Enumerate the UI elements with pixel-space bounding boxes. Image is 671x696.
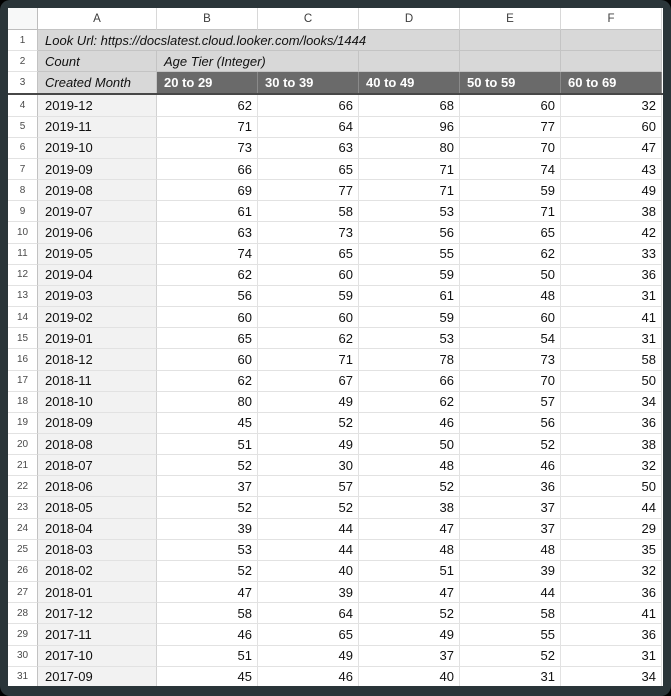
cell-value[interactable]: 51 xyxy=(157,646,258,667)
cell-value[interactable]: 49 xyxy=(258,434,359,455)
table-row xyxy=(8,455,663,476)
table-row xyxy=(8,371,663,392)
cell-value[interactable]: 40 xyxy=(258,561,359,582)
cell-value[interactable]: 80 xyxy=(157,392,258,413)
age-tier-header[interactable]: 20 to 29 xyxy=(157,72,258,93)
cell-value[interactable]: 49 xyxy=(258,392,359,413)
row-number[interactable]: 5 xyxy=(8,117,38,138)
age-tier-header[interactable]: 30 to 39 xyxy=(258,72,359,93)
cell-month[interactable]: 2018-11 xyxy=(38,371,157,392)
cell-month[interactable]: 2019-02 xyxy=(38,307,157,328)
row-number[interactable]: 7 xyxy=(8,159,38,180)
cell-value[interactable]: 60 xyxy=(561,117,662,138)
cell-value[interactable]: 58 xyxy=(561,349,662,370)
cell-month[interactable]: 2019-09 xyxy=(38,159,157,180)
cell-value[interactable]: 57 xyxy=(460,392,561,413)
column-header-f[interactable]: F xyxy=(561,8,662,30)
cell-value[interactable]: 62 xyxy=(258,328,359,349)
cell-value[interactable]: 64 xyxy=(258,603,359,624)
row-3 xyxy=(8,72,663,95)
cell-value[interactable]: 74 xyxy=(460,159,561,180)
row-number[interactable]: 1 xyxy=(8,30,38,51)
cell-value[interactable]: 47 xyxy=(359,582,460,603)
cell-value[interactable]: 77 xyxy=(258,180,359,201)
cell-value[interactable]: 42 xyxy=(561,222,662,243)
cell-value[interactable]: 61 xyxy=(157,201,258,222)
row-number[interactable]: 22 xyxy=(8,476,38,497)
age-tier-header[interactable]: 60 to 69 xyxy=(561,72,662,93)
table-row xyxy=(8,476,663,497)
cell-value[interactable]: 51 xyxy=(359,561,460,582)
cell-month[interactable]: 2019-08 xyxy=(38,180,157,201)
cell-value[interactable]: 58 xyxy=(460,603,561,624)
cell-value[interactable]: 37 xyxy=(460,497,561,518)
row-number[interactable]: 21 xyxy=(8,455,38,476)
cell-value[interactable]: 48 xyxy=(359,540,460,561)
cell-value[interactable]: 52 xyxy=(157,497,258,518)
column-header-b[interactable]: B xyxy=(157,8,258,30)
row-number[interactable]: 20 xyxy=(8,434,38,455)
cell-value[interactable]: 52 xyxy=(258,497,359,518)
cell-value[interactable]: 53 xyxy=(359,328,460,349)
empty-cell-d2[interactable] xyxy=(359,51,460,72)
cell-value[interactable]: 70 xyxy=(460,371,561,392)
row-number[interactable]: 27 xyxy=(8,582,38,603)
cell-value[interactable]: 65 xyxy=(460,222,561,243)
cell-value[interactable]: 61 xyxy=(359,286,460,307)
cell-value[interactable]: 39 xyxy=(460,561,561,582)
cell-value[interactable]: 45 xyxy=(157,413,258,434)
cell-value[interactable]: 56 xyxy=(460,413,561,434)
cell-month[interactable]: 2018-09 xyxy=(38,413,157,434)
row-number[interactable]: 31 xyxy=(8,667,38,686)
row-number[interactable]: 11 xyxy=(8,244,38,265)
row-number[interactable]: 15 xyxy=(8,328,38,349)
table-row xyxy=(8,180,663,201)
cell-value[interactable]: 31 xyxy=(561,328,662,349)
cell-value[interactable]: 48 xyxy=(359,455,460,476)
cell-value[interactable]: 34 xyxy=(561,392,662,413)
cell-value[interactable]: 39 xyxy=(157,519,258,540)
cell-value[interactable]: 69 xyxy=(157,180,258,201)
column-header-row xyxy=(8,8,663,30)
cell-value[interactable]: 52 xyxy=(359,603,460,624)
cell-value[interactable]: 39 xyxy=(258,582,359,603)
cell-value[interactable]: 35 xyxy=(561,540,662,561)
cell-value[interactable]: 49 xyxy=(359,624,460,645)
look-url-cell[interactable]: Look Url: https://docslatest.cloud.looker.com/looks/1444 xyxy=(38,30,460,51)
cell-value[interactable]: 65 xyxy=(157,328,258,349)
cell-value[interactable]: 50 xyxy=(460,265,561,286)
cell-value[interactable]: 41 xyxy=(561,307,662,328)
row-number[interactable]: 13 xyxy=(8,286,38,307)
table-row xyxy=(8,349,663,370)
cell-month[interactable]: 2019-07 xyxy=(38,201,157,222)
cell-month[interactable]: 2018-04 xyxy=(38,519,157,540)
column-header-a[interactable]: A xyxy=(38,8,157,30)
cell-value[interactable]: 36 xyxy=(561,265,662,286)
cell-value[interactable]: 55 xyxy=(359,244,460,265)
table-row xyxy=(8,95,663,116)
cell-value[interactable]: 60 xyxy=(258,307,359,328)
cell-value[interactable]: 37 xyxy=(157,476,258,497)
table-row xyxy=(8,286,663,307)
cell-value[interactable]: 50 xyxy=(561,476,662,497)
cell-month[interactable]: 2018-07 xyxy=(38,455,157,476)
cell-month[interactable]: 2019-03 xyxy=(38,286,157,307)
table-row xyxy=(8,646,663,667)
cell-value[interactable]: 66 xyxy=(359,371,460,392)
cell-value[interactable]: 48 xyxy=(460,540,561,561)
cell-value[interactable]: 30 xyxy=(258,455,359,476)
cell-value[interactable]: 56 xyxy=(157,286,258,307)
cell-value[interactable]: 60 xyxy=(157,349,258,370)
cell-value[interactable]: 77 xyxy=(460,117,561,138)
empty-cell-e1[interactable] xyxy=(460,30,561,51)
cell-month[interactable]: 2017-12 xyxy=(38,603,157,624)
cell-value[interactable]: 53 xyxy=(359,201,460,222)
cell-value[interactable]: 73 xyxy=(460,349,561,370)
table-row xyxy=(8,667,663,686)
row-number[interactable]: 18 xyxy=(8,392,38,413)
cell-value[interactable]: 29 xyxy=(561,519,662,540)
cell-value[interactable]: 47 xyxy=(561,138,662,159)
row-number[interactable]: 4 xyxy=(8,95,38,116)
cell-value[interactable]: 65 xyxy=(258,159,359,180)
row-number[interactable]: 19 xyxy=(8,413,38,434)
cell-month[interactable]: 2017-11 xyxy=(38,624,157,645)
cell-value[interactable]: 60 xyxy=(258,265,359,286)
table-row xyxy=(8,561,663,582)
cell-value[interactable]: 48 xyxy=(460,286,561,307)
row-1 xyxy=(8,30,663,51)
cell-value[interactable]: 64 xyxy=(258,117,359,138)
cell-value[interactable]: 66 xyxy=(258,95,359,116)
row-number[interactable]: 16 xyxy=(8,349,38,370)
cell-month[interactable]: 2019-11 xyxy=(38,117,157,138)
row-number[interactable]: 10 xyxy=(8,222,38,243)
column-header-c[interactable]: C xyxy=(258,8,359,30)
cell-value[interactable]: 58 xyxy=(258,201,359,222)
row-number[interactable]: 14 xyxy=(8,307,38,328)
cell-value[interactable]: 41 xyxy=(561,603,662,624)
cell-month[interactable]: 2018-12 xyxy=(38,349,157,370)
cell-value[interactable]: 52 xyxy=(258,413,359,434)
cell-value[interactable]: 54 xyxy=(460,328,561,349)
table-row xyxy=(8,222,663,243)
cell-value[interactable]: 33 xyxy=(561,244,662,265)
cell-value[interactable]: 46 xyxy=(359,413,460,434)
cell-value[interactable]: 47 xyxy=(157,582,258,603)
table-row xyxy=(8,201,663,222)
cell-value[interactable]: 37 xyxy=(359,646,460,667)
cell-month[interactable]: 2018-05 xyxy=(38,497,157,518)
spreadsheet-grid xyxy=(8,8,663,686)
cell-value[interactable]: 96 xyxy=(359,117,460,138)
empty-cell-f1[interactable] xyxy=(561,30,662,51)
row-number[interactable]: 25 xyxy=(8,540,38,561)
cell-value[interactable]: 52 xyxy=(460,434,561,455)
empty-cell-e2[interactable] xyxy=(460,51,561,72)
cell-value[interactable]: 44 xyxy=(258,540,359,561)
cell-value[interactable]: 46 xyxy=(460,455,561,476)
cell-value[interactable]: 44 xyxy=(561,497,662,518)
cell-value[interactable]: 49 xyxy=(561,180,662,201)
cell-value[interactable]: 52 xyxy=(460,646,561,667)
cell-value[interactable]: 80 xyxy=(359,138,460,159)
table-row xyxy=(8,497,663,518)
table-row xyxy=(8,540,663,561)
row-2 xyxy=(8,51,663,72)
cell-value[interactable]: 32 xyxy=(561,95,662,116)
table-row xyxy=(8,434,663,455)
table-row xyxy=(8,117,663,138)
cell-value[interactable]: 73 xyxy=(258,222,359,243)
cell-value[interactable]: 66 xyxy=(157,159,258,180)
select-all-corner[interactable] xyxy=(8,8,38,30)
cell-value[interactable]: 71 xyxy=(460,201,561,222)
cell-value[interactable]: 65 xyxy=(258,624,359,645)
cell-value[interactable]: 44 xyxy=(460,582,561,603)
cell-value[interactable]: 57 xyxy=(258,476,359,497)
age-tier-header[interactable]: 50 to 59 xyxy=(460,72,561,93)
age-tier-label-cell[interactable]: Age Tier (Integer) xyxy=(157,51,359,72)
row-number[interactable]: 26 xyxy=(8,561,38,582)
cell-value[interactable]: 58 xyxy=(157,603,258,624)
table-row xyxy=(8,603,663,624)
cell-value[interactable]: 60 xyxy=(460,307,561,328)
column-header-e[interactable]: E xyxy=(460,8,561,30)
cell-value[interactable]: 70 xyxy=(460,138,561,159)
cell-value[interactable]: 38 xyxy=(359,497,460,518)
table-row xyxy=(8,159,663,180)
cell-value[interactable]: 45 xyxy=(157,667,258,686)
cell-month[interactable]: 2019-01 xyxy=(38,328,157,349)
row-number[interactable]: 24 xyxy=(8,519,38,540)
cell-value[interactable]: 52 xyxy=(359,476,460,497)
table-row xyxy=(8,265,663,286)
cell-month[interactable]: 2018-08 xyxy=(38,434,157,455)
row-number[interactable]: 23 xyxy=(8,497,38,518)
cell-value[interactable]: 68 xyxy=(359,95,460,116)
cell-value[interactable]: 40 xyxy=(359,667,460,686)
cell-value[interactable]: 73 xyxy=(157,138,258,159)
cell-month[interactable]: 2018-02 xyxy=(38,561,157,582)
row-number[interactable]: 3 xyxy=(8,72,38,93)
row-number[interactable]: 30 xyxy=(8,646,38,667)
cell-value[interactable]: 38 xyxy=(561,434,662,455)
cell-value[interactable]: 37 xyxy=(460,519,561,540)
cell-value[interactable]: 43 xyxy=(561,159,662,180)
row-number[interactable]: 28 xyxy=(8,603,38,624)
cell-value[interactable]: 56 xyxy=(359,222,460,243)
cell-month[interactable]: 2018-01 xyxy=(38,582,157,603)
cell-value[interactable]: 60 xyxy=(460,95,561,116)
cell-value[interactable]: 34 xyxy=(561,667,662,686)
cell-value[interactable]: 31 xyxy=(561,646,662,667)
cell-value[interactable]: 46 xyxy=(258,667,359,686)
cell-value[interactable]: 31 xyxy=(561,286,662,307)
table-row xyxy=(8,413,663,434)
cell-value[interactable]: 36 xyxy=(561,582,662,603)
cell-value[interactable]: 50 xyxy=(561,371,662,392)
cell-value[interactable]: 49 xyxy=(258,646,359,667)
cell-value[interactable]: 44 xyxy=(258,519,359,540)
cell-value[interactable]: 62 xyxy=(460,244,561,265)
cell-month[interactable]: 2019-12 xyxy=(38,95,157,116)
cell-month[interactable]: 2017-10 xyxy=(38,646,157,667)
cell-value[interactable]: 62 xyxy=(359,392,460,413)
cell-value[interactable]: 60 xyxy=(157,307,258,328)
cell-value[interactable]: 63 xyxy=(157,222,258,243)
cell-value[interactable]: 59 xyxy=(258,286,359,307)
cell-month[interactable]: 2019-04 xyxy=(38,265,157,286)
cell-value[interactable]: 71 xyxy=(359,180,460,201)
cell-value[interactable]: 55 xyxy=(460,624,561,645)
row-number[interactable]: 12 xyxy=(8,265,38,286)
cell-value[interactable]: 38 xyxy=(561,201,662,222)
row-number[interactable]: 6 xyxy=(8,138,38,159)
cell-value[interactable]: 65 xyxy=(258,244,359,265)
cell-value[interactable]: 62 xyxy=(157,265,258,286)
cell-value[interactable]: 71 xyxy=(258,349,359,370)
cell-value[interactable]: 52 xyxy=(157,455,258,476)
cell-month[interactable]: 2019-06 xyxy=(38,222,157,243)
cell-value[interactable]: 71 xyxy=(359,159,460,180)
spreadsheet xyxy=(8,8,663,686)
row-number[interactable]: 8 xyxy=(8,180,38,201)
cell-value[interactable]: 59 xyxy=(359,307,460,328)
table-row xyxy=(8,244,663,265)
cell-value[interactable]: 46 xyxy=(157,624,258,645)
cell-value[interactable]: 71 xyxy=(157,117,258,138)
cell-value[interactable]: 78 xyxy=(359,349,460,370)
table-row xyxy=(8,138,663,159)
table-row xyxy=(8,328,663,349)
cell-value[interactable]: 32 xyxy=(561,455,662,476)
cell-value[interactable]: 62 xyxy=(157,371,258,392)
cell-value[interactable]: 52 xyxy=(157,561,258,582)
cell-value[interactable]: 32 xyxy=(561,561,662,582)
table-row xyxy=(8,307,663,328)
age-tier-header[interactable]: 40 to 49 xyxy=(359,72,460,93)
cell-value[interactable]: 62 xyxy=(157,95,258,116)
cell-value[interactable]: 67 xyxy=(258,371,359,392)
row-number[interactable]: 17 xyxy=(8,371,38,392)
cell-value[interactable]: 31 xyxy=(460,667,561,686)
cell-value[interactable]: 47 xyxy=(359,519,460,540)
cell-value[interactable]: 74 xyxy=(157,244,258,265)
count-label-cell[interactable]: Count xyxy=(38,51,157,72)
cell-value[interactable]: 53 xyxy=(157,540,258,561)
row-number[interactable]: 2 xyxy=(8,51,38,72)
cell-month[interactable]: 2019-05 xyxy=(38,244,157,265)
table-row xyxy=(8,392,663,413)
empty-cell-f2[interactable] xyxy=(561,51,662,72)
cell-value[interactable]: 50 xyxy=(359,434,460,455)
created-month-label-cell[interactable]: Created Month xyxy=(38,72,157,93)
cell-month[interactable]: 2019-10 xyxy=(38,138,157,159)
table-row xyxy=(8,624,663,645)
cell-value[interactable]: 63 xyxy=(258,138,359,159)
row-number[interactable]: 29 xyxy=(8,624,38,645)
cell-month[interactable]: 2017-09 xyxy=(38,667,157,686)
row-number[interactable]: 9 xyxy=(8,201,38,222)
cell-value[interactable]: 36 xyxy=(460,476,561,497)
column-header-d[interactable]: D xyxy=(359,8,460,30)
cell-value[interactable]: 36 xyxy=(561,413,662,434)
cell-value[interactable]: 36 xyxy=(561,624,662,645)
cell-value[interactable]: 59 xyxy=(359,265,460,286)
cell-month[interactable]: 2018-03 xyxy=(38,540,157,561)
table-row xyxy=(8,519,663,540)
cell-month[interactable]: 2018-10 xyxy=(38,392,157,413)
cell-month[interactable]: 2018-06 xyxy=(38,476,157,497)
table-row xyxy=(8,582,663,603)
cell-value[interactable]: 59 xyxy=(460,180,561,201)
cell-value[interactable]: 51 xyxy=(157,434,258,455)
